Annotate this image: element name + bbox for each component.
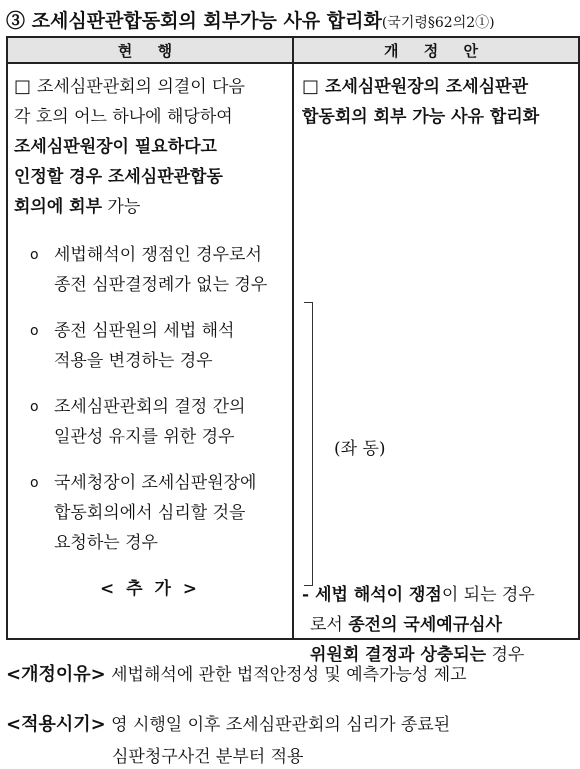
current-lead-line-4: 인정할 경우 조세심판관합동 xyxy=(14,167,223,187)
bullet-circle-icon: o xyxy=(30,247,39,263)
revision-reason-text: 세법해석에 관한 법적안정성 및 예측가능성 제고 xyxy=(111,665,467,685)
bullet-circle-icon: o xyxy=(30,475,39,491)
sub-item-4-line-2: 합동회의에서 심리할 것을 xyxy=(54,503,246,523)
current-lead-tail: 가능 xyxy=(102,197,141,217)
header-proposed: 개 정 안 xyxy=(293,37,579,63)
sub-item-2-line-2: 적용을 변경하는 경우 xyxy=(54,351,213,371)
sub-item-2-line-1: 종전 심판원의 세법 해석 xyxy=(54,321,235,341)
sub-item-3-line-2: 일관성 유지를 위한 경우 xyxy=(54,427,235,447)
effective-date-text-1: 영 시행일 이후 조세심판관회의 심리가 종료된 xyxy=(111,715,451,735)
sub-item-4-line-1: 국세청장이 조세심판원장에 xyxy=(54,473,257,493)
sub-item-3 xyxy=(8,392,292,452)
proposed-added-l1-normal: 이 되는 경우 xyxy=(441,585,535,605)
sub-item-1 xyxy=(8,240,292,300)
current-lead-line-3: 조세심판원장이 필요하다고 xyxy=(14,137,217,157)
proposed-lead-line-2: 합동회의 회부 가능 사유 합리화 xyxy=(302,107,540,127)
current-lead-line-2: 각 호의 어느 하나에 해당하여 xyxy=(14,107,233,127)
legal-reference: (국기령§62의2①) xyxy=(381,15,495,31)
proposed-added-l1-bold: 세법 해석이 쟁점 xyxy=(315,585,442,605)
proposed-added-l2-normal: 로서 xyxy=(310,615,349,635)
proposed-cell xyxy=(293,63,579,665)
current-add-label: < 추 가 > xyxy=(99,579,201,599)
comparison-table xyxy=(6,36,580,665)
proposed-lead xyxy=(294,64,578,132)
current-cell xyxy=(7,63,293,639)
bullet-circle-icon: o xyxy=(30,399,39,415)
sub-item-4-line-3: 요청하는 경우 xyxy=(54,533,158,553)
sub-item-4 xyxy=(8,468,292,558)
revision-reason-label: <개정이유> xyxy=(6,664,106,685)
proposed-added-item xyxy=(302,580,572,670)
effective-date-label: <적용시기> xyxy=(6,714,106,735)
sub-item-1-line-2: 종전 심판결정례가 없는 경우 xyxy=(54,275,268,295)
section-title xyxy=(6,6,578,33)
effective-date-text-2: 심판청구사건 분부터 적용 xyxy=(112,747,304,767)
right-bracket-icon xyxy=(304,302,313,586)
checkbox-square-icon: □ xyxy=(14,76,32,97)
proposed-lead-line-1: 조세심판원장의 조세심판관 xyxy=(325,77,528,97)
sub-item-3-line-1: 조세심판관회의 결정 간의 xyxy=(54,397,246,417)
checkbox-square-icon: □ xyxy=(302,76,320,97)
current-lead-line-1: 조세심판관회의 의결이 다음 xyxy=(37,77,245,97)
effective-date xyxy=(6,710,450,736)
sub-item-2 xyxy=(8,316,292,376)
same-as-left-label: (좌 동) xyxy=(334,439,386,459)
revision-reason xyxy=(6,660,467,686)
dash-marker: - xyxy=(302,585,310,605)
sub-item-1-line-1: 세법해석이 쟁점인 경우로서 xyxy=(54,245,262,265)
current-lead xyxy=(8,64,292,222)
header-current: 현 행 xyxy=(7,37,293,63)
proposed-added-l3-normal: 경우 xyxy=(486,645,525,665)
proposed-added-l2-bold: 종전의 국세예규심사 xyxy=(348,615,502,635)
current-sub-items xyxy=(8,240,292,558)
proposed-added-l3-bold: 위원회 결정과 상충되는 xyxy=(310,645,487,665)
section-title-text: ③ 조세심판관합동회의 회부가능 사유 합리화 xyxy=(6,10,382,32)
current-lead-line-5: 회의에 회부 xyxy=(14,197,103,217)
bullet-circle-icon: o xyxy=(30,323,39,339)
